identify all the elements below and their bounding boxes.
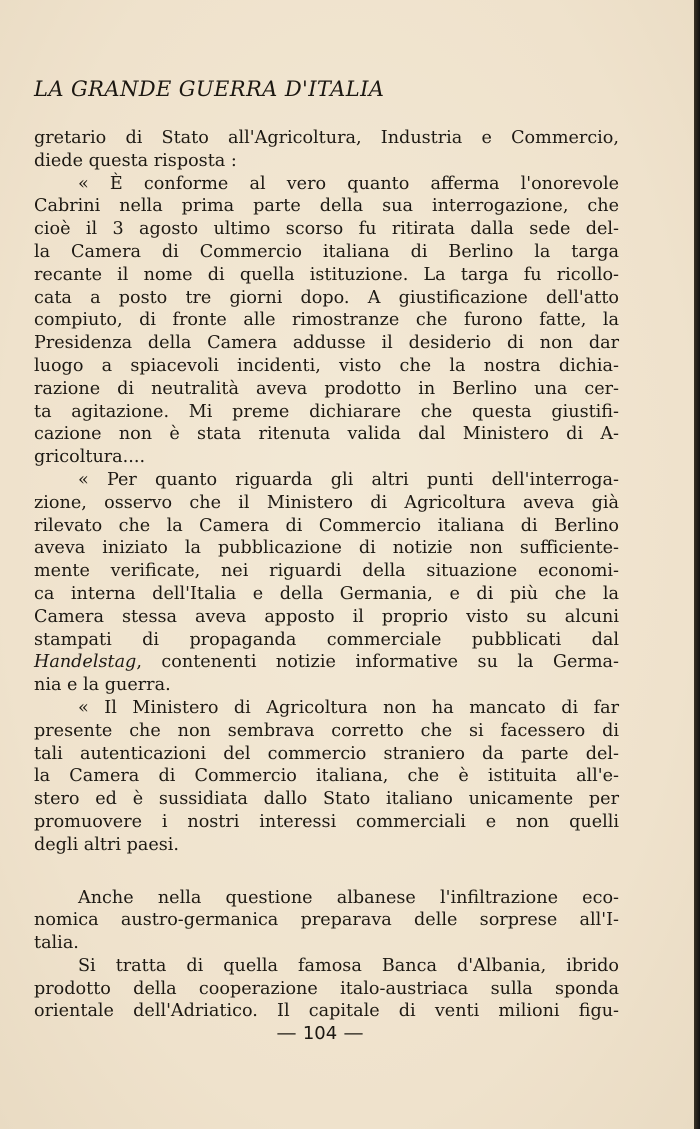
text-line: razione di neutralità aveva prodotto in Berlino una cer- bbox=[34, 378, 619, 399]
text-line: promuovere i nostri interessi commerciali e non quelli bbox=[34, 811, 619, 832]
text-line: talia. bbox=[34, 933, 79, 954]
text-line: presente che non sembrava corretto che si facessero di bbox=[34, 720, 619, 741]
text-line: nia e la guerra. bbox=[34, 675, 171, 696]
text-line: « Per quanto riguarda gli altri punti dell'interroga- bbox=[78, 469, 619, 490]
text-line: Camera stessa aveva apposto il proprio visto su alcuni bbox=[34, 606, 619, 627]
paragraph-gap bbox=[34, 857, 619, 887]
text-line: nomica austro-germanica preparava delle sorprese all'I- bbox=[34, 910, 619, 931]
text-line: la Camera di Commercio italiana, che è istituita all'e- bbox=[34, 766, 619, 787]
text-line: « È conforme al vero quanto afferma l'onorevole bbox=[78, 173, 619, 194]
italic-title: Handelstag bbox=[34, 652, 137, 673]
text-line: luogo a spiacevoli incidenti, visto che la nostra dichia- bbox=[34, 355, 619, 376]
text-line: prodotto della cooperazione italo-austriaca sulla sponda bbox=[34, 978, 619, 999]
text-line: recante il nome di quella istituzione. La targa fu ricollo- bbox=[34, 264, 619, 285]
text-line: stero ed è sussidiata dallo Stato italiano unicamente per bbox=[34, 789, 619, 810]
text-line: stampati di propaganda commerciale pubblicati dal bbox=[34, 629, 619, 650]
text-line: Si tratta di quella famosa Banca d'Albania, ibrido bbox=[78, 955, 619, 976]
text-line: Handelstag, contenenti notizie informative su la Germa- bbox=[34, 652, 619, 673]
text-line: ta agitazione. Mi preme dichiarare che questa giustifi- bbox=[34, 401, 619, 422]
text-line: orientale dell'Adriatico. Il capitale di venti milioni figu- bbox=[34, 1001, 619, 1022]
page-edge-shadow bbox=[694, 0, 700, 1129]
text-line: cata a posto tre giorni dopo. A giustificazione dell'atto bbox=[34, 287, 619, 308]
text-line: « Il Ministero di Agricoltura non ha mancato di far bbox=[78, 697, 619, 718]
text-line: cazione non è stata ritenuta valida dal Ministero di A- bbox=[34, 424, 619, 445]
text-line: gretario di Stato all'Agricoltura, Industria e Commercio, bbox=[34, 128, 619, 148]
body-text bbox=[34, 127, 619, 1023]
text-line: aveva iniziato la pubblicazione di notizie non sufficiente- bbox=[34, 538, 619, 559]
page-number-value: 104 bbox=[302, 1023, 338, 1044]
text-line: Anche nella questione albanese l'infiltrazione eco- bbox=[78, 887, 619, 908]
text-line: Presidenza della Camera addusse il desiderio di non dar bbox=[34, 333, 619, 354]
page-number bbox=[0, 1020, 640, 1044]
text-line: cioè il 3 agosto ultimo scorso fu ritirata dalla sede del- bbox=[34, 219, 619, 240]
text-line: rilevato che la Camera di Commercio italiana di Berlino bbox=[34, 515, 619, 536]
text-line: mente verificate, nei riguardi della situazione economi- bbox=[34, 561, 619, 582]
text-line: gricoltura.... bbox=[34, 447, 146, 468]
text-line: diede questa risposta : bbox=[34, 150, 237, 171]
text-line: ca interna dell'Italia e della Germania, e di più che la bbox=[34, 583, 619, 604]
running-header: LA GRANDE GUERRA D'ITALIA bbox=[34, 77, 385, 101]
text-line: compiuto, di fronte alle rimostranze che furono fatte, la bbox=[34, 310, 619, 331]
page-number-dash-left: — bbox=[276, 1020, 297, 1044]
text-line: Cabrini nella prima parte della sua interrogazione, che bbox=[34, 196, 619, 217]
text-line: zione, osservo che il Ministero di Agricoltura aveva già bbox=[34, 492, 619, 513]
page-number-dash-right: — bbox=[343, 1020, 364, 1044]
text-line: tali autenticazioni del commercio straniero da parte del- bbox=[34, 743, 619, 764]
text-line: la Camera di Commercio italiana di Berlino la targa bbox=[34, 241, 619, 262]
text-line: degli altri paesi. bbox=[34, 834, 180, 855]
